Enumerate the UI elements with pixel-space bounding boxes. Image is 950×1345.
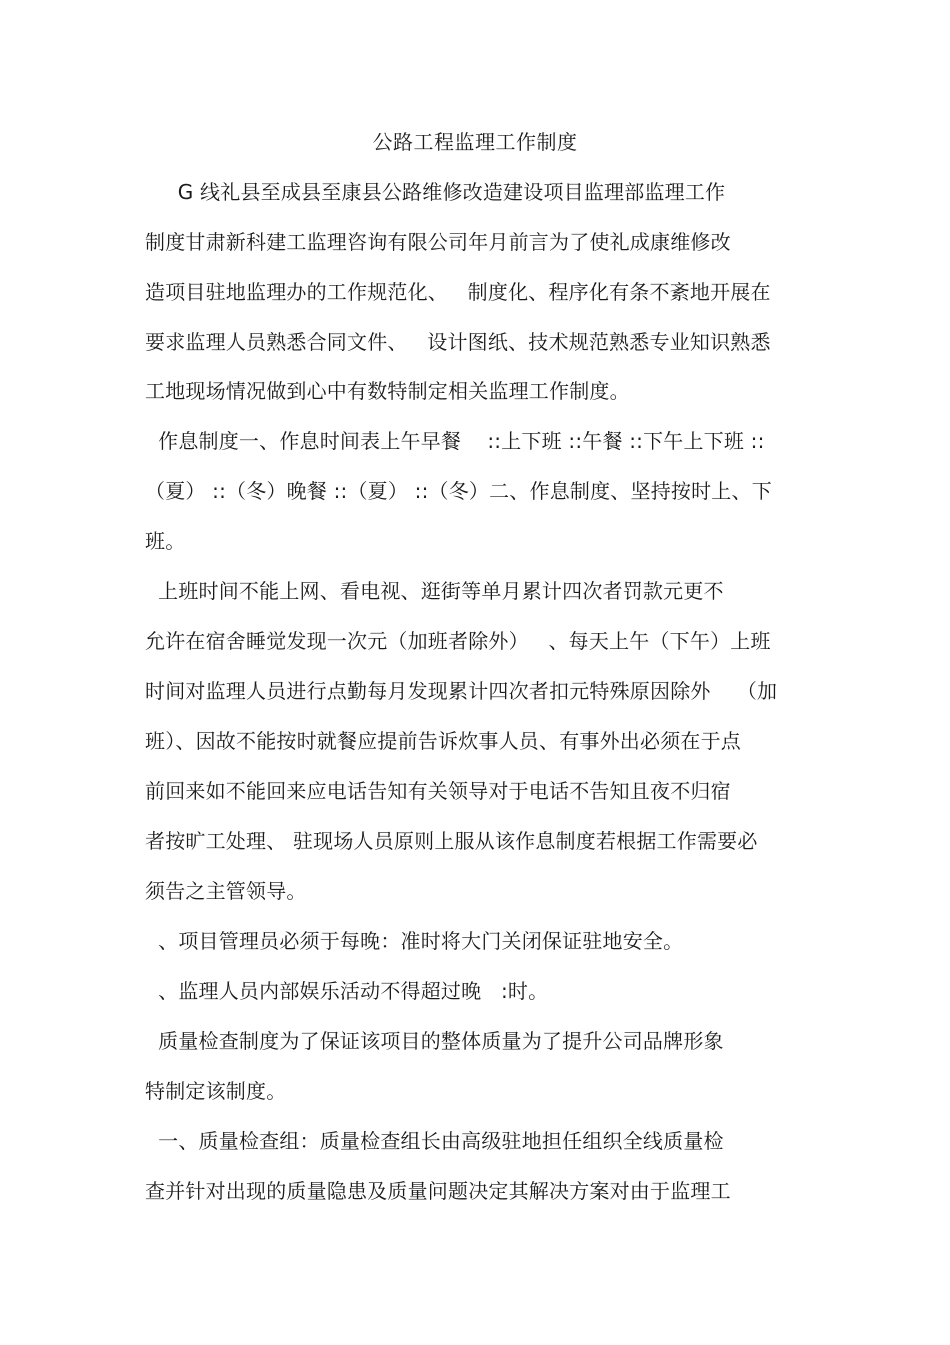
body-line: G 线礼县至成县至康县公路维修改造建设项目监理部监理工作 [145,180,726,204]
body-line: 允许在宿舍睡觉发现一次元（加班者除外） 、每天上午（下午）上班 [145,629,771,653]
body-line: 造项目驻地监理办的工作规范化、 制度化、程序化有条不紊地开展在 [145,280,771,304]
body-line: 特制定该制度。 [145,1079,287,1103]
page-title: 公路工程监理工作制度 [372,130,578,154]
body-line: 上班时间不能上网、看电视、逛街等单月累计四次者罚款元更不 [145,579,724,603]
body-line: 作息制度一、作息时间表上午早餐 ::上下班 ::午餐 ::下午上下班 :: [145,429,765,453]
body-line: 一、质量检查组：质量检查组长由高级驻地担任组织全线质量检 [145,1129,724,1153]
body-line: 、项目管理员必须于每晚：准时将大门关闭保证驻地安全。 [145,929,684,953]
body-line: 要求监理人员熟悉合同文件、 设计图纸、技术规范熟悉专业知识熟悉 [145,330,771,354]
body-line: 质量检查制度为了保证该项目的整体质量为了提升公司品牌形象 [145,1029,724,1053]
body-line: 班。 [145,529,186,553]
body-line: 工地现场情况做到心中有数特制定相关监理工作制度。 [145,379,630,403]
body-line: 查并针对出现的质量隐患及质量问题决定其解决方案对由于监理工 [145,1179,731,1203]
body-line: （夏） ::（冬）晚餐 ::（夏） ::（冬）二、作息制度、坚持按时上、下 [145,479,772,503]
body-line: 前回来如不能回来应电话告知有关领导对于电话不告知且夜不归宿 [145,779,731,803]
body-line: 班）、因故不能按时就餐应提前告诉炊事人员、有事外出必须在于点 [145,729,741,753]
body-line: 者按旷工处理、 驻现场人员原则上服从该作息制度若根据工作需要必 [145,829,758,853]
body-line: 制度甘肃新科建工监理咨询有限公司年月前言为了使礼成康维修改 [145,230,731,254]
body-line: 、监理人员内部娱乐活动不得超过晚 :时。 [145,979,549,1003]
body-line: 时间对监理人员进行点勤每月发现累计四次者扣元特殊原因除外 （加 [145,679,778,703]
body-line: 须告之主管领导。 [145,879,307,903]
